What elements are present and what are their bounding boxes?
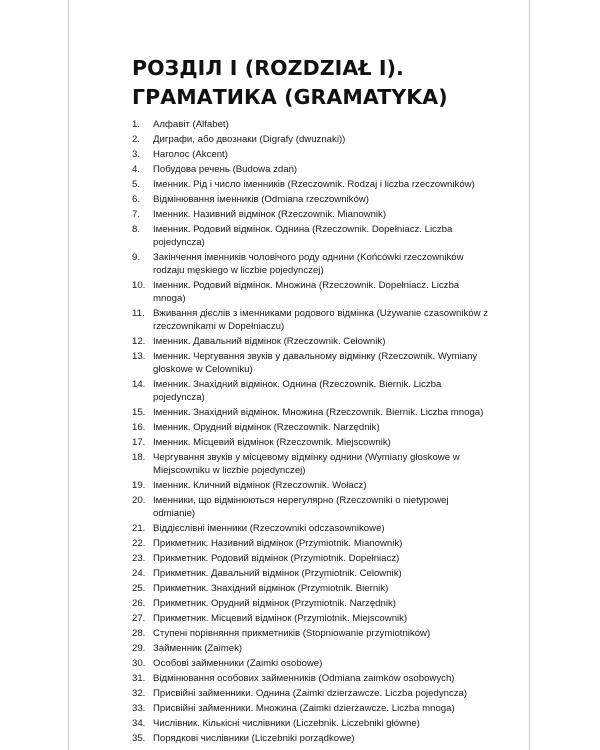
toc-item (132, 717, 492, 730)
toc-item-number: 11. (132, 308, 145, 319)
toc-item (132, 537, 492, 550)
toc-item-number: 12. (132, 336, 146, 347)
toc-item-number: 18. (132, 452, 146, 463)
toc-item-title: Іменник. Чергування звуків у давальному відмінку (Rzeczownik. Wymiany głoskowe w Celowniku) (153, 351, 478, 375)
toc-item-title: Іменник. Кличний відмінок (Rzeczownik. Wołacz) (153, 480, 367, 491)
toc-item-title: Іменник. Знахідний відмінок. Однина (Rzeczownik. Biernik. Liczba pojedyncza) (153, 379, 442, 403)
toc-item (132, 436, 492, 449)
toc-item-title: Прикметник. Знахідний відмінок (Przymiotnik. Biernik) (153, 583, 389, 594)
toc-item-title: Прикметник. Родовий відмінок (Przymiotnik. Dopełniacz) (153, 553, 400, 564)
toc-item-title: Вживання дієслів з іменниками родового відмінка (Używanie czasowników z rzeczownikami w Dopełniaczu) (153, 308, 489, 332)
toc-item (132, 163, 492, 176)
toc-item-number: 7. (132, 209, 141, 220)
toc-item-title: Іменник. Родовий відмінок. Однина (Rzeczownik. Dopełniacz. Liczba pojedyncza) (153, 224, 453, 248)
toc-item-number: 33. (132, 703, 146, 714)
toc-item (132, 178, 492, 191)
toc-item-title: Ступені порівняння прикметників (Stopniowanie przymiotników) (153, 628, 431, 639)
toc-item-number: 35. (132, 733, 146, 744)
toc-item (132, 335, 492, 348)
toc-item (132, 582, 492, 595)
toc-item-number: 26. (132, 598, 146, 609)
toc-item (132, 251, 492, 277)
heading-line-2: ГРАМАТИКА (GRAMATYKA) (132, 85, 448, 109)
toc-item-title: Займенник (Zaimek) (153, 643, 243, 654)
toc-item-number: 16. (132, 422, 146, 433)
toc-item (132, 702, 492, 715)
toc-item-number: 23. (132, 553, 146, 564)
toc-item-title: Іменник. Орудний відмінок (Rzeczownik. Narzędnik) (153, 422, 380, 433)
toc-item-number: 25. (132, 583, 146, 594)
toc-item-title: Закінчення іменників чоловічого роду однини (Końcówki rzeczowników rodzaju męskiego w liczbie pojedynczej) (153, 252, 464, 276)
toc-item-title: Іменник. Називний відмінок (Rzeczownik. Mianownik) (153, 209, 387, 220)
toc-item (132, 193, 492, 206)
toc-item-title: Віддієслівні іменники (Rzeczowniki odczasownikowe) (153, 523, 385, 534)
toc-item-number: 1. (132, 119, 141, 130)
toc-item (132, 552, 492, 565)
toc-item (132, 612, 492, 625)
toc-item-title: Прикметник. Орудний відмінок (Przymiotnik. Narzędnik) (153, 598, 396, 609)
toc-item-number: 10. (132, 280, 146, 291)
toc-item (132, 479, 492, 492)
toc-item-title: Прикметник. Місцевий відмінок (Przymiotnik. Miejscownik) (153, 613, 408, 624)
toc-item-number: 6. (132, 194, 141, 205)
toc-item-title: Іменник. Родовий відмінок. Множина (Rzeczownik. Dopełniacz. Liczba mnoga) (153, 280, 460, 304)
toc-item-number: 5. (132, 179, 141, 190)
toc-item-title: Прикметник. Давальний відмінок (Przymiotnik. Celownik) (153, 568, 402, 579)
toc-item-number: 15. (132, 407, 146, 418)
toc-item-number: 14. (132, 379, 146, 390)
toc-item (132, 672, 492, 685)
toc-item (132, 406, 492, 419)
toc-item-number: 20. (132, 495, 146, 506)
table-of-contents (132, 118, 492, 745)
toc-item-number: 32. (132, 688, 146, 699)
toc-item (132, 148, 492, 161)
toc-item-title: Присвійні займенники. Однина (Zaimki dzierżawcze. Liczba pojedyncza) (153, 688, 468, 699)
toc-item-number: 19. (132, 480, 146, 491)
toc-item-number: 30. (132, 658, 146, 669)
toc-item-title: Іменник. Рід і число іменників (Rzeczownik. Rodzaj i liczba rzeczowników) (153, 179, 475, 190)
toc-item-title: Чергування звуків у місцевому відмінку однини (Wymiany głoskowe w Miejscowniku w liczbie pojedynczej) (153, 452, 460, 476)
toc-item (132, 378, 492, 404)
toc-item-title: Числівник. Кількісні числівники (Liczebnik. Liczebniki główne) (153, 718, 420, 729)
toc-item-number: 13. (132, 351, 146, 362)
toc-item (132, 307, 492, 333)
toc-item (132, 279, 492, 305)
toc-item (132, 133, 492, 146)
toc-item (132, 208, 492, 221)
toc-item (132, 597, 492, 610)
toc-item-title: Прикметник. Називний відмінок (Przymiotnik. Mianownik) (153, 538, 403, 549)
toc-item-title: Побудова речень (Budowa zdań) (153, 164, 298, 175)
toc-item (132, 421, 492, 434)
toc-item-title: Присвійні займенники. Множина (Zaimki dzierżawcze. Liczba mnoga) (153, 703, 455, 714)
toc-item-title: Особові займенники (Zaimki osobowe) (153, 658, 323, 669)
toc-item-number: 27. (132, 613, 146, 624)
toc-item-number: 3. (132, 149, 141, 160)
toc-item (132, 522, 492, 535)
toc-item-title: Наголос (Akcent) (153, 149, 228, 160)
toc-item-number: 31. (132, 673, 146, 684)
toc-item-number: 29. (132, 643, 146, 654)
toc-item (132, 350, 492, 376)
heading-line-1: РОЗДІЛ I (ROZDZIAŁ I). (132, 56, 404, 80)
toc-item-number: 17. (132, 437, 146, 448)
toc-item-number: 28. (132, 628, 146, 639)
toc-item (132, 567, 492, 580)
toc-item-title: Алфавіт (Alfabet) (153, 119, 229, 130)
toc-item-title: Порядкові числівники (Liczebniki porządkowe) (153, 733, 355, 744)
toc-item-number: 22. (132, 538, 146, 549)
toc-item-title: Відмінювання іменників (Odmiana rzeczowników) (153, 194, 369, 205)
toc-item (132, 642, 492, 655)
toc-item-title: Відмінювання особових займенників (Odmiana zaimków osobowych) (153, 673, 455, 684)
toc-item-number: 8. (132, 224, 141, 235)
toc-item-number: 9. (132, 252, 141, 263)
toc-item (132, 118, 492, 131)
toc-item (132, 687, 492, 700)
toc-item-title: Іменник. Давальний відмінок (Rzeczownik. Celownik) (153, 336, 386, 347)
toc-item-number: 34. (132, 718, 146, 729)
toc-item-number: 2. (132, 134, 141, 145)
toc-item-title: Диграфи, або двознаки (Digrafy (dwuznaki)) (153, 134, 346, 145)
toc-item-number: 4. (132, 164, 141, 175)
toc-item-title: Іменники, що відмінюються нерегулярно (Rzeczowniki o nietypowej odmianie) (153, 495, 449, 519)
toc-item-title: Іменник. Знахідний відмінок. Множина (Rzeczownik. Biernik. Liczba mnoga) (153, 407, 484, 418)
toc-item-number: 21. (132, 523, 146, 534)
toc-item (132, 732, 492, 745)
toc-item (132, 627, 492, 640)
toc-item-title: Іменник. Місцевий відмінок (Rzeczownik. Miejscownik) (153, 437, 391, 448)
toc-item (132, 223, 492, 249)
toc-item (132, 451, 492, 477)
section-heading (132, 54, 448, 112)
toc-item-number: 24. (132, 568, 146, 579)
toc-item (132, 494, 492, 520)
toc-item (132, 657, 492, 670)
